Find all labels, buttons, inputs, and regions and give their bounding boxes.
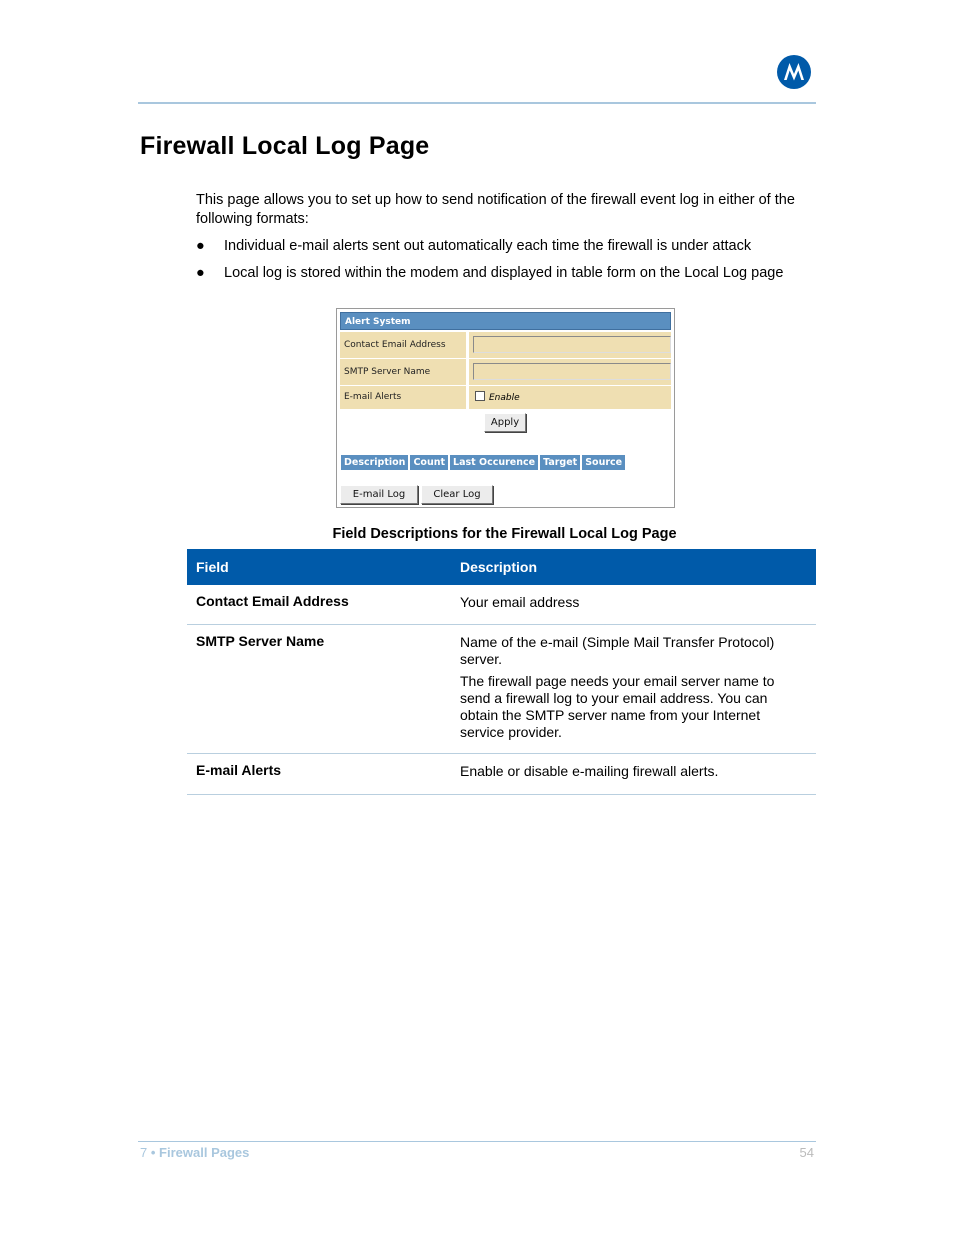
list-item: ● Local log is stored within the modem and displayed in table form on the Local Log page xyxy=(196,265,784,281)
email-alerts-row xyxy=(340,386,671,409)
table-row xyxy=(187,625,816,754)
log-column-target: Target xyxy=(540,455,580,470)
format-list xyxy=(196,237,816,291)
footer-chapter: 7 • Firewall Pages xyxy=(140,1145,250,1160)
bullet-icon: ● xyxy=(196,238,205,254)
smtp-server-label: SMTP Server Name xyxy=(340,359,466,385)
log-column-count: Count xyxy=(410,455,448,470)
row-field: SMTP Server Name xyxy=(196,633,325,649)
footer-rule xyxy=(138,1141,816,1142)
motorola-logo-icon xyxy=(777,55,811,89)
log-column-last-occurence: Last Occurence xyxy=(450,455,538,470)
bullet-icon: ● xyxy=(196,265,205,281)
header-description: Description xyxy=(460,559,538,575)
email-alerts-label: E-mail Alerts xyxy=(340,386,466,409)
row-description: Name of the e-mail (Simple Mail Transfer Protocol) server. The firewall page needs your email server name to send a firewall log to your email address. You can obtain the SMTP server name from your Internet service provider. xyxy=(460,634,775,740)
smtp-server-input[interactable] xyxy=(473,363,671,380)
row-description: Your email address xyxy=(460,594,580,610)
row-description: Enable or disable e-mailing firewall alerts. xyxy=(460,763,719,779)
table-row xyxy=(187,754,816,795)
enable-checkbox[interactable] xyxy=(475,391,485,401)
row-field: Contact Email Address xyxy=(196,593,349,609)
list-item: ● Individual e-mail alerts sent out automatically each time the firewall is under attack xyxy=(196,238,752,254)
log-column-description: Description xyxy=(341,455,408,470)
contact-email-row xyxy=(340,332,671,358)
enable-checkbox-label: Enable xyxy=(489,393,520,403)
table-caption: Field Descriptions for the Firewall Local Log Page xyxy=(332,526,677,542)
log-table-header xyxy=(341,455,627,470)
row-field: E-mail Alerts xyxy=(196,762,282,778)
smtp-server-row xyxy=(340,359,671,385)
field-descriptions-table xyxy=(187,549,816,795)
page-title: Firewall Local Log Page xyxy=(140,132,430,160)
log-column-source: Source xyxy=(582,455,625,470)
alert-system-header: Alert System xyxy=(340,312,671,330)
contact-email-input[interactable] xyxy=(473,336,671,353)
table-header xyxy=(187,549,816,585)
header-rule xyxy=(138,102,816,104)
apply-button[interactable]: Apply xyxy=(484,413,526,432)
page-number: 54 xyxy=(799,1145,814,1160)
intro-paragraph: This page allows you to set up how to send notification of the firewall event log in either of the following formats: xyxy=(196,192,795,227)
header-field: Field xyxy=(196,559,229,575)
clear-log-button[interactable]: Clear Log xyxy=(421,485,493,504)
email-log-button[interactable]: E-mail Log xyxy=(340,485,418,504)
contact-email-label: Contact Email Address xyxy=(340,332,466,358)
alert-system-screenshot xyxy=(336,308,675,508)
table-row xyxy=(187,585,816,625)
